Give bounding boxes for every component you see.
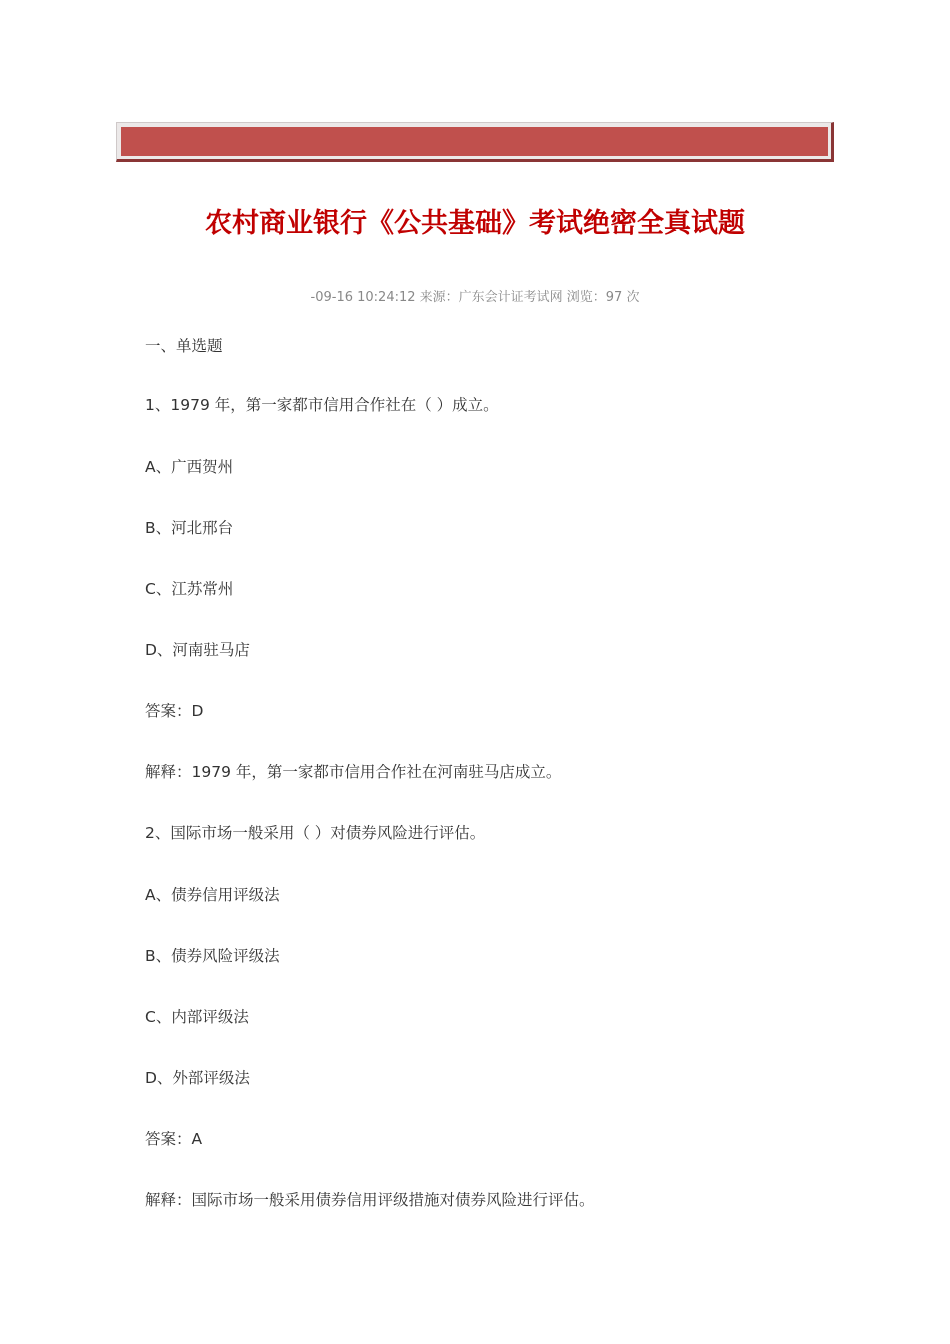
question-2-explanation: 解释：国际市场一般采用债券信用评级措施对债券风险进行评估。 bbox=[145, 1191, 595, 1209]
question-2-option-d: D、外部评级法 bbox=[145, 1069, 250, 1087]
question-2-option-a: A、债券信用评级法 bbox=[145, 886, 280, 904]
question-1-option-c: C、江苏常州 bbox=[145, 580, 234, 598]
question-1-option-b: B、河北邢台 bbox=[145, 519, 234, 537]
article-title: 农村商业银行《公共基础》考试绝密全真试题 bbox=[205, 208, 745, 239]
header-banner-fill bbox=[121, 127, 828, 156]
question-1-answer: 答案：D bbox=[145, 702, 204, 720]
question-2-option-b: B、债券风险评级法 bbox=[145, 947, 280, 965]
question-2-option-c: C、内部评级法 bbox=[145, 1008, 249, 1026]
question-2-answer: 答案：A bbox=[145, 1130, 203, 1148]
question-1-option-d: D、河南驻马店 bbox=[145, 641, 250, 659]
header-banner bbox=[116, 122, 834, 162]
question-1-explanation: 解释：1979 年，第一家都市信用合作社在河南驻马店成立。 bbox=[145, 763, 562, 781]
question-2-stem: 2、国际市场一般采用（ ）对债券风险进行评估。 bbox=[145, 824, 486, 842]
section-heading: 一、单选题 bbox=[145, 337, 223, 355]
article-meta: -09-16 10:24:12 来源：广东会计证考试网 浏览：97 次 bbox=[310, 290, 640, 305]
question-1-option-a: A、广西贺州 bbox=[145, 458, 234, 476]
question-1-stem: 1、1979 年，第一家都市信用合作社在（ ）成立。 bbox=[145, 396, 499, 414]
